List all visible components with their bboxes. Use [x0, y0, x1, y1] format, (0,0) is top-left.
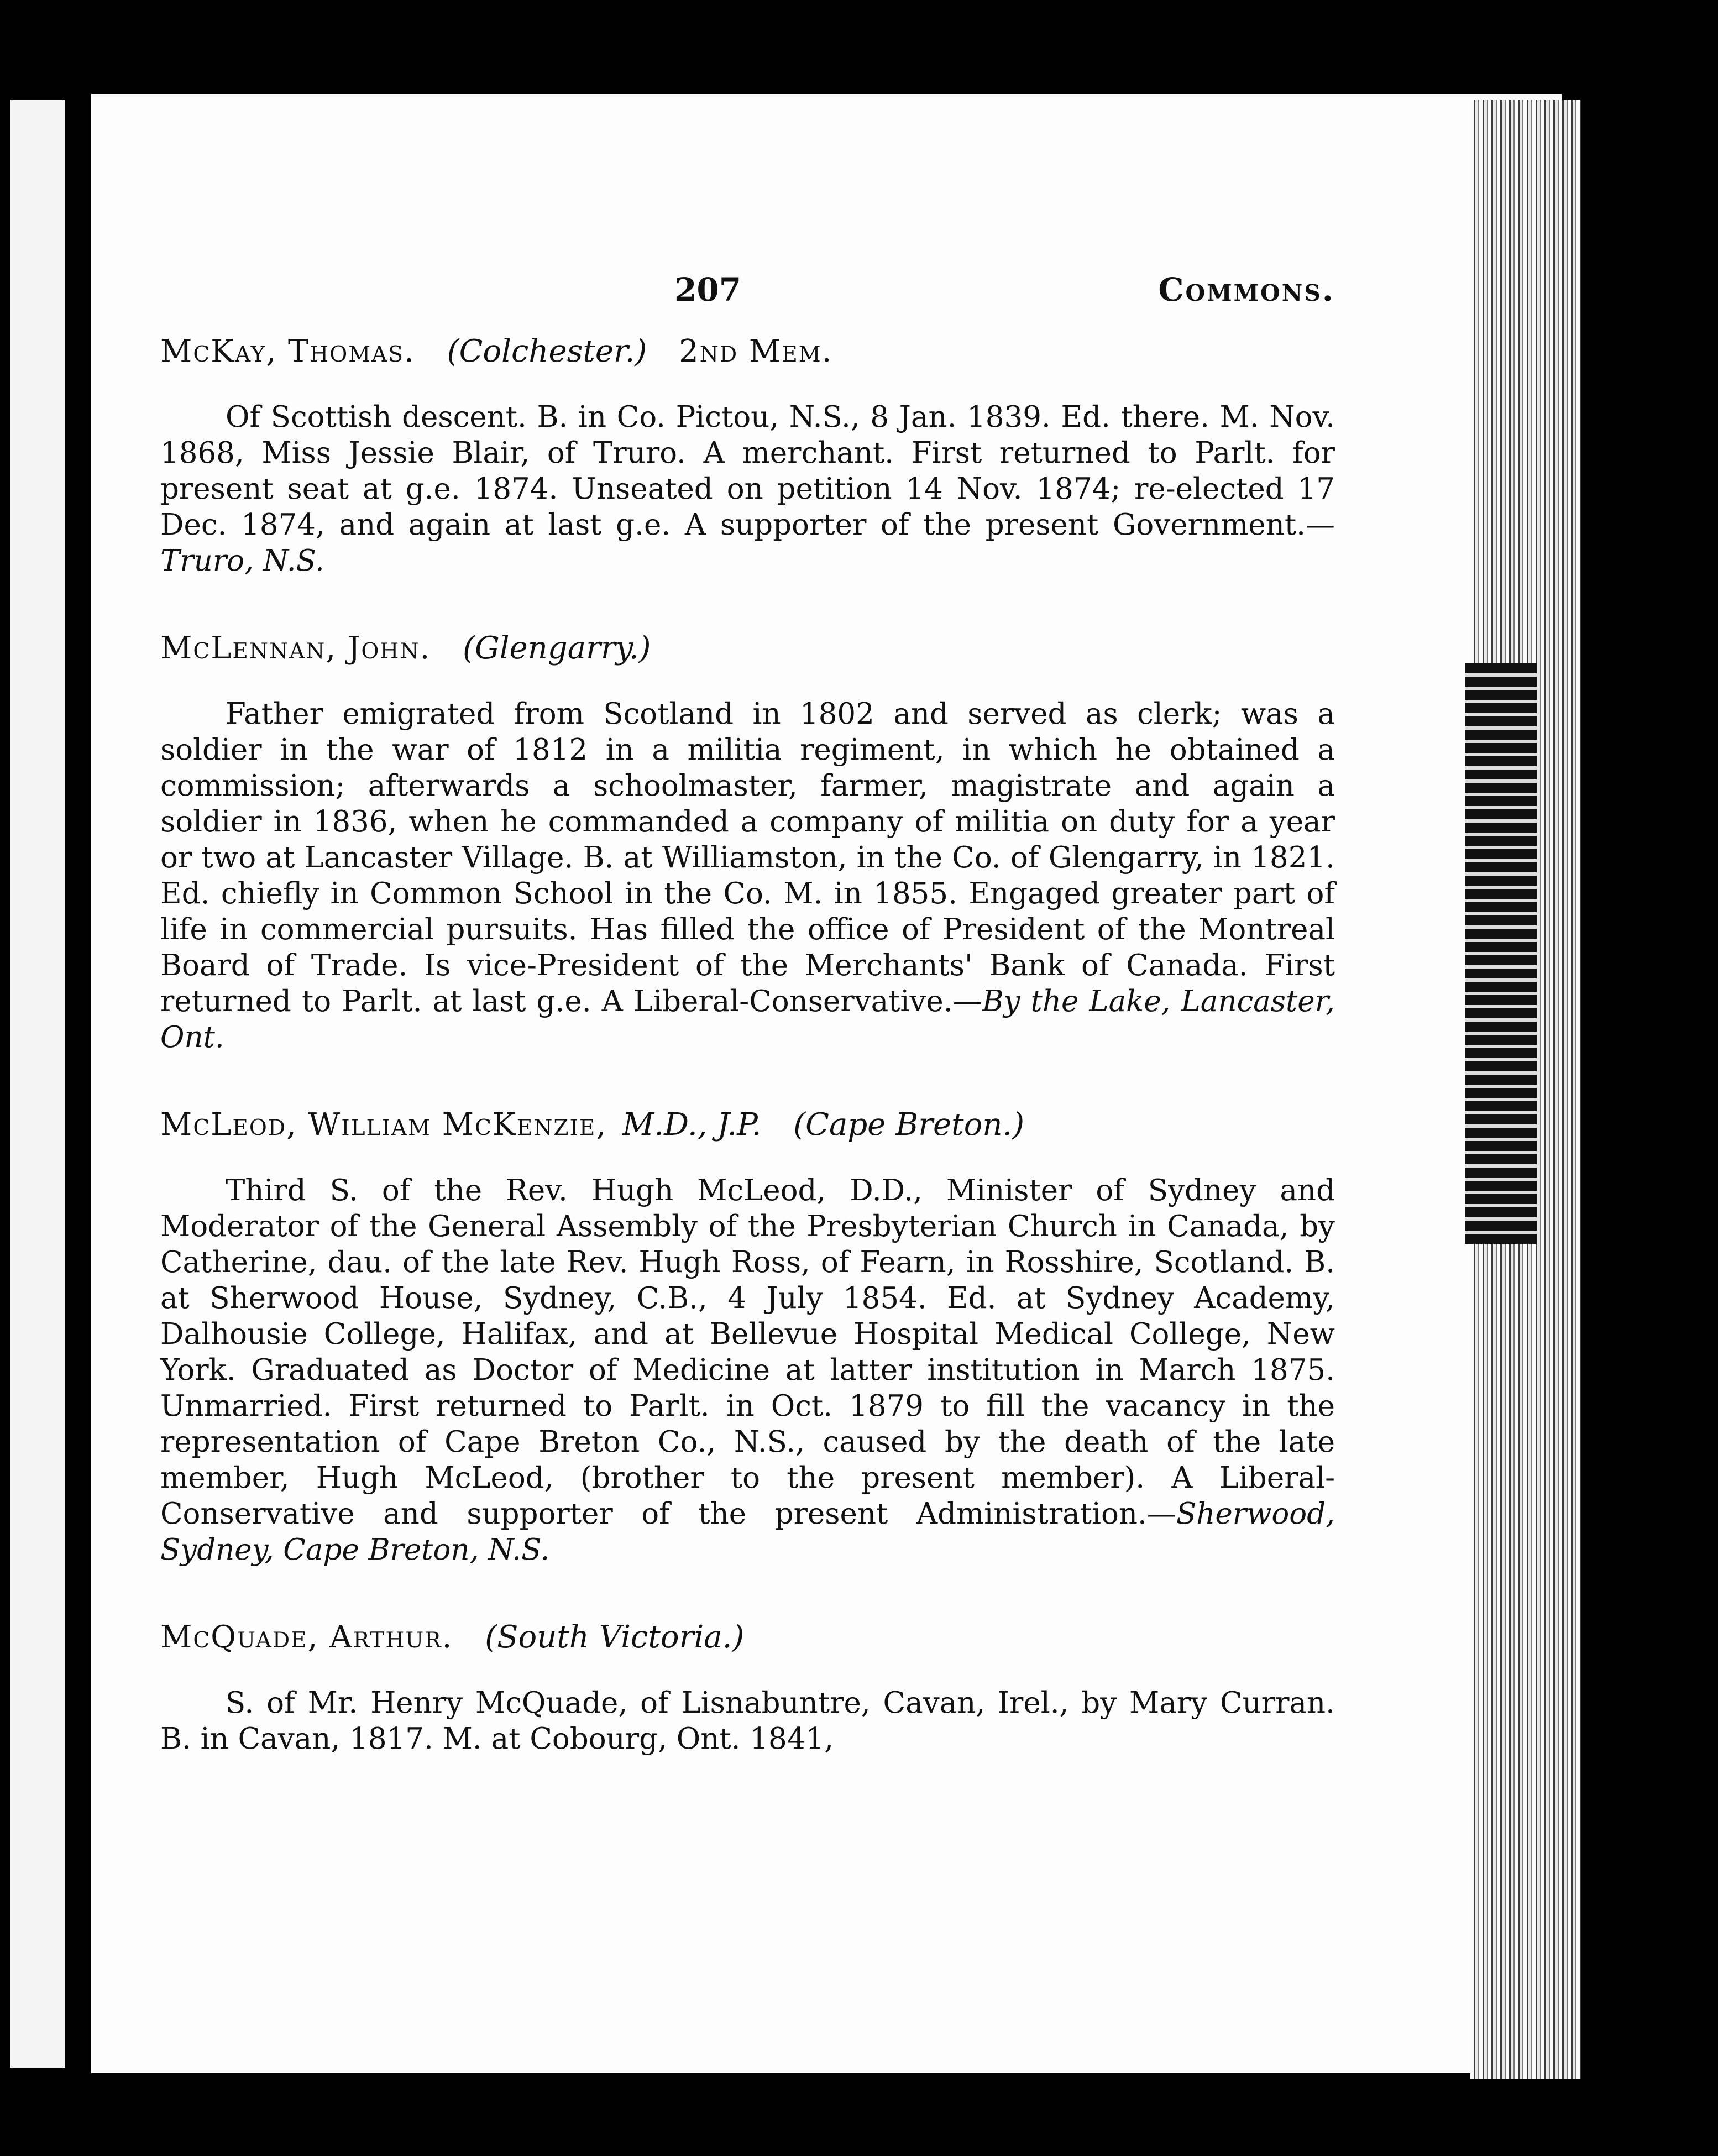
entry-text: Third S. of the Rev. Hugh McLeod, D.D., Minister of Sydney and Moderator of the General Assembly of the Presbyterian Church in Canada, by Catherine, dau. of the late Rev. Hugh Ross, of Fearn, in Rosshire, Scotland. B. at Sherwood House, Sydney, C.B., 4 July 1854. Ed. at Sydney Academy, Dalhousie College, Halifax, and at Bellevue Hospital Medical College, New York. Graduated as Doctor of Medicine at latter institution in March 1875. Unmarried. First returned to Parlt. in Oct. 1879 to fill the vacancy in the representation of Cape Breton Co., N.S., caused by the death of the late member, Hugh McLeod, (brother to the present member). A Liberal-Conservative and supporter of the present Administration. — [160, 1174, 1335, 1531]
member-name: McLennan, John. — [160, 630, 431, 666]
entry-heading — [160, 629, 1335, 668]
entry-body — [160, 399, 1335, 579]
biography-entry — [160, 1618, 1335, 1757]
entry-address: —By the Lake, Lancaster, Ont. — [160, 985, 1335, 1054]
entry-text: Father emigrated from Scotland in 1802 and served as clerk; was a soldier in the war of 1812 in a militia regiment, in which he obtained a commission; afterwards a schoolmaster, farmer, magistrate and again a soldier in 1836, when he commanded a company of militia on duty for a year or two at Lancaster Village. B. at Williamston, in the Co. of Glengarry, in 1821. Ed. chiefly in Common School in the Co. M. in 1855. Engaged greater part of life in commercial pursuits. Has filled the office of President of the Montreal Board of Trade. Is vice-President of the Merchants' Bank of Canada. First returned to Parlt. at last g.e. A Liberal-Conservative. — [160, 697, 1335, 1018]
member-name: McQuade, Arthur. — [160, 1619, 453, 1655]
member-qualifications: M.D., J.P. — [622, 1107, 762, 1143]
running-head: Commons. — [1158, 271, 1335, 308]
constituency: (South Victoria.) — [485, 1619, 745, 1655]
entry-address: —Sherwood, Sydney, Cape Breton, N.S. — [160, 1497, 1335, 1567]
entry-heading — [160, 1105, 1335, 1145]
constituency: (Glengarry.) — [463, 630, 651, 666]
member-name: McKay, Thomas. — [160, 333, 415, 369]
entry-heading — [160, 332, 1335, 371]
entry-heading — [160, 1618, 1335, 1657]
entry-text: Of Scottish descent. B. in Co. Pictou, N.S., 8 Jan. 1839. Ed. there. M. Nov. 1868, Miss Jessie Blair, of Truro. A merchant. First returned to Parlt. for present seat at g.e. 1874. Unseated on petition 14 Nov. 1874; re-elected 17 Dec. 1874, and again at last g.e. A supporter of the present Government. — [160, 400, 1335, 542]
book-page — [91, 94, 1562, 2073]
left-page-edge — [10, 100, 65, 2068]
member-note: 2nd Mem. — [679, 333, 833, 369]
page-number: 207 — [674, 271, 742, 308]
member-name: McLeod, William McKenzie, — [160, 1107, 607, 1143]
page-stack-shadow — [1465, 663, 1537, 1244]
biography-entry — [160, 332, 1335, 579]
page-header — [160, 271, 1335, 332]
page-text — [160, 271, 1335, 1807]
entry-text: S. of Mr. Henry McQuade, of Lisnabuntre, Cavan, Irel., by Mary Curran. B. in Cavan, 1817. M. at Cobourg, Ont. 1841, — [160, 1686, 1335, 1756]
entry-body — [160, 1685, 1335, 1757]
entry-body — [160, 1173, 1335, 1568]
book-spine-shadow — [1581, 100, 1718, 2156]
biography-entry — [160, 629, 1335, 1055]
constituency: (Cape Breton.) — [793, 1107, 1025, 1143]
biography-entry — [160, 1105, 1335, 1568]
entry-body — [160, 696, 1335, 1055]
entry-address: —Truro, N.S. — [160, 508, 1335, 578]
constituency: (Colchester.) — [447, 333, 647, 369]
